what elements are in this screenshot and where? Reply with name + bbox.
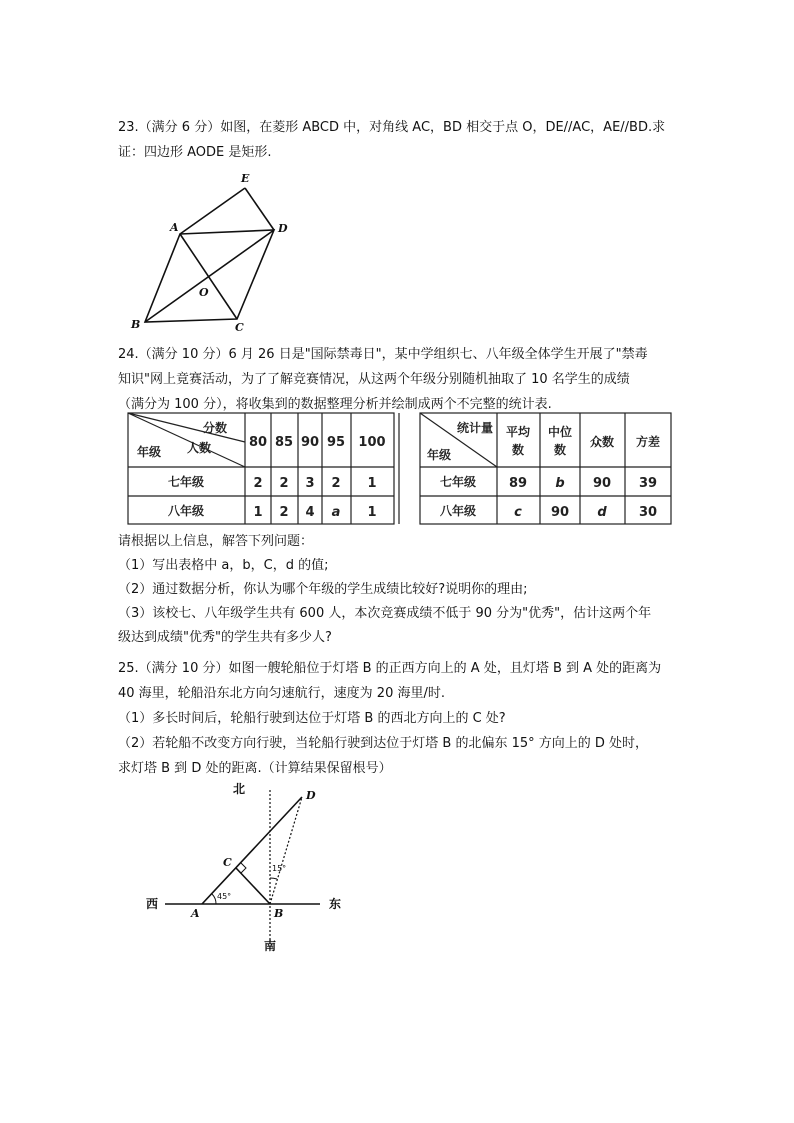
t2-cell: 90 xyxy=(592,476,612,491)
label-B: B xyxy=(131,318,141,331)
t2-header: 方差 xyxy=(635,435,661,449)
t1-corner-grade: 年级 xyxy=(137,445,162,459)
t1-row-label: 八年级 xyxy=(167,504,205,518)
label-D: D xyxy=(306,789,316,802)
t2-header: 数 xyxy=(553,443,567,457)
q24-line-3: （满分为 100 分），将收集到的数据整理分析并绘制成两个不完整的统计表. xyxy=(118,397,552,412)
q25-text xyxy=(118,656,678,781)
t2-header: 中位 xyxy=(547,425,573,439)
t1-header: 80 xyxy=(248,435,268,450)
label-A: A xyxy=(170,221,179,234)
t1-cell: 2 xyxy=(279,505,289,520)
t1-cell: 2 xyxy=(253,476,263,491)
t1-header: 95 xyxy=(326,435,346,450)
t1-cell: 2 xyxy=(279,476,289,491)
t2-cell: 39 xyxy=(638,476,658,491)
q25-line: 求灯塔 B 到 D 处的距离.（计算结果保留根号） xyxy=(118,761,392,776)
label-B: B xyxy=(274,907,284,920)
q25-line: 25.（满分 10 分）如图一艘轮船位于灯塔 B 的正西方向上的 A 处，且灯塔 B 到 A 处的距离为 xyxy=(118,661,662,676)
t1-cell: a xyxy=(331,505,341,520)
q24-question: 请根据以上信息，解答下列问题： xyxy=(118,534,314,549)
t2-header: 平均 xyxy=(505,425,531,439)
t1-header: 85 xyxy=(274,435,294,450)
label-west: 西 xyxy=(146,897,159,911)
q24-statistics-tables xyxy=(127,412,673,526)
t2-corner-grade: 年级 xyxy=(427,448,452,462)
t2-header: 众数 xyxy=(589,435,615,449)
t2-corner-stat: 统计量 xyxy=(457,421,494,435)
q24-question: （2）通过数据分析，你认为哪个年级的学生成绩比较好?说明你的理由; xyxy=(118,582,528,597)
t2-cell: c xyxy=(514,505,522,520)
label-A: A xyxy=(191,907,200,920)
t1-cell: 4 xyxy=(305,505,315,520)
q23-text xyxy=(118,115,678,165)
t2-row-label: 七年级 xyxy=(439,475,477,489)
q25-line: （2）若轮船不改变方向行驶，当轮船行驶到达位于灯塔 B 的北偏东 15° 方向上的 D 处时， xyxy=(118,736,649,751)
q24-line-1: 24.（满分 10 分）6 月 26 日是"国际禁毒日"，某中学组织七、八年级全体学生开展了"禁毒 xyxy=(118,347,648,362)
t1-corner-count: 人数 xyxy=(187,441,212,455)
q23-line-1: 23.（满分 6 分）如图，在菱形 ABCD 中，对角线 AC，BD 相交于点 O，DE//AC，AE//BD.求 xyxy=(118,120,666,135)
t2-cell: b xyxy=(555,476,565,491)
angle-45-label: 45° xyxy=(217,892,232,901)
q24-text xyxy=(118,342,678,417)
t1-cell: 2 xyxy=(331,476,341,491)
label-C: C xyxy=(223,856,232,869)
label-E: E xyxy=(241,172,250,185)
t1-cell: 3 xyxy=(305,476,315,491)
t2-cell: 89 xyxy=(508,476,528,491)
q24-questions xyxy=(118,530,678,650)
label-D: D xyxy=(278,222,288,235)
rhombus-lines xyxy=(145,188,274,322)
t2-cell: d xyxy=(597,505,607,520)
t1-cell: 1 xyxy=(367,505,377,520)
t2-cell: 90 xyxy=(550,505,570,520)
q24-question: （3）该校七、八年级学生共有 600 人，本次竞赛成绩不低于 90 分为"优秀"，估计这两个年 xyxy=(118,606,652,621)
t1-header: 90 xyxy=(300,435,320,450)
q24-question: 级达到成绩"优秀"的学生共有多少人? xyxy=(118,630,332,645)
t1-header: 100 xyxy=(358,435,386,450)
t2-header: 数 xyxy=(511,443,525,457)
t2-cell: 30 xyxy=(638,505,658,520)
label-C: C xyxy=(235,321,244,334)
label-O: O xyxy=(199,286,209,299)
q24-line-2: 知识"网上竟赛活动，为了了解竞赛情况，从这两个年级分别随机抽取了 10 名学生的成绩 xyxy=(118,372,630,387)
t1-cell: 1 xyxy=(253,505,263,520)
label-north: 北 xyxy=(233,782,246,796)
q25-line: （1）多长时间后，轮船行驶到达位于灯塔 B 的西北方向上的 C 处? xyxy=(118,711,506,726)
label-east: 东 xyxy=(329,897,342,911)
t1-corner-score: 分数 xyxy=(203,421,228,435)
label-south: 南 xyxy=(264,939,277,953)
q25-line: 40 海里，轮船沿东北方向匀速航行，速度为 20 海里/时. xyxy=(118,686,445,701)
t1-cell: 1 xyxy=(367,476,377,491)
t1-row-label: 七年级 xyxy=(167,475,205,489)
q23-line-2: 证：四边形 AODE 是矩形. xyxy=(118,145,272,160)
t2-row-label: 八年级 xyxy=(439,504,477,518)
angle-15-label: 15° xyxy=(272,864,287,873)
q24-question: （1）写出表格中 a，b，C，d 的值; xyxy=(118,558,329,573)
